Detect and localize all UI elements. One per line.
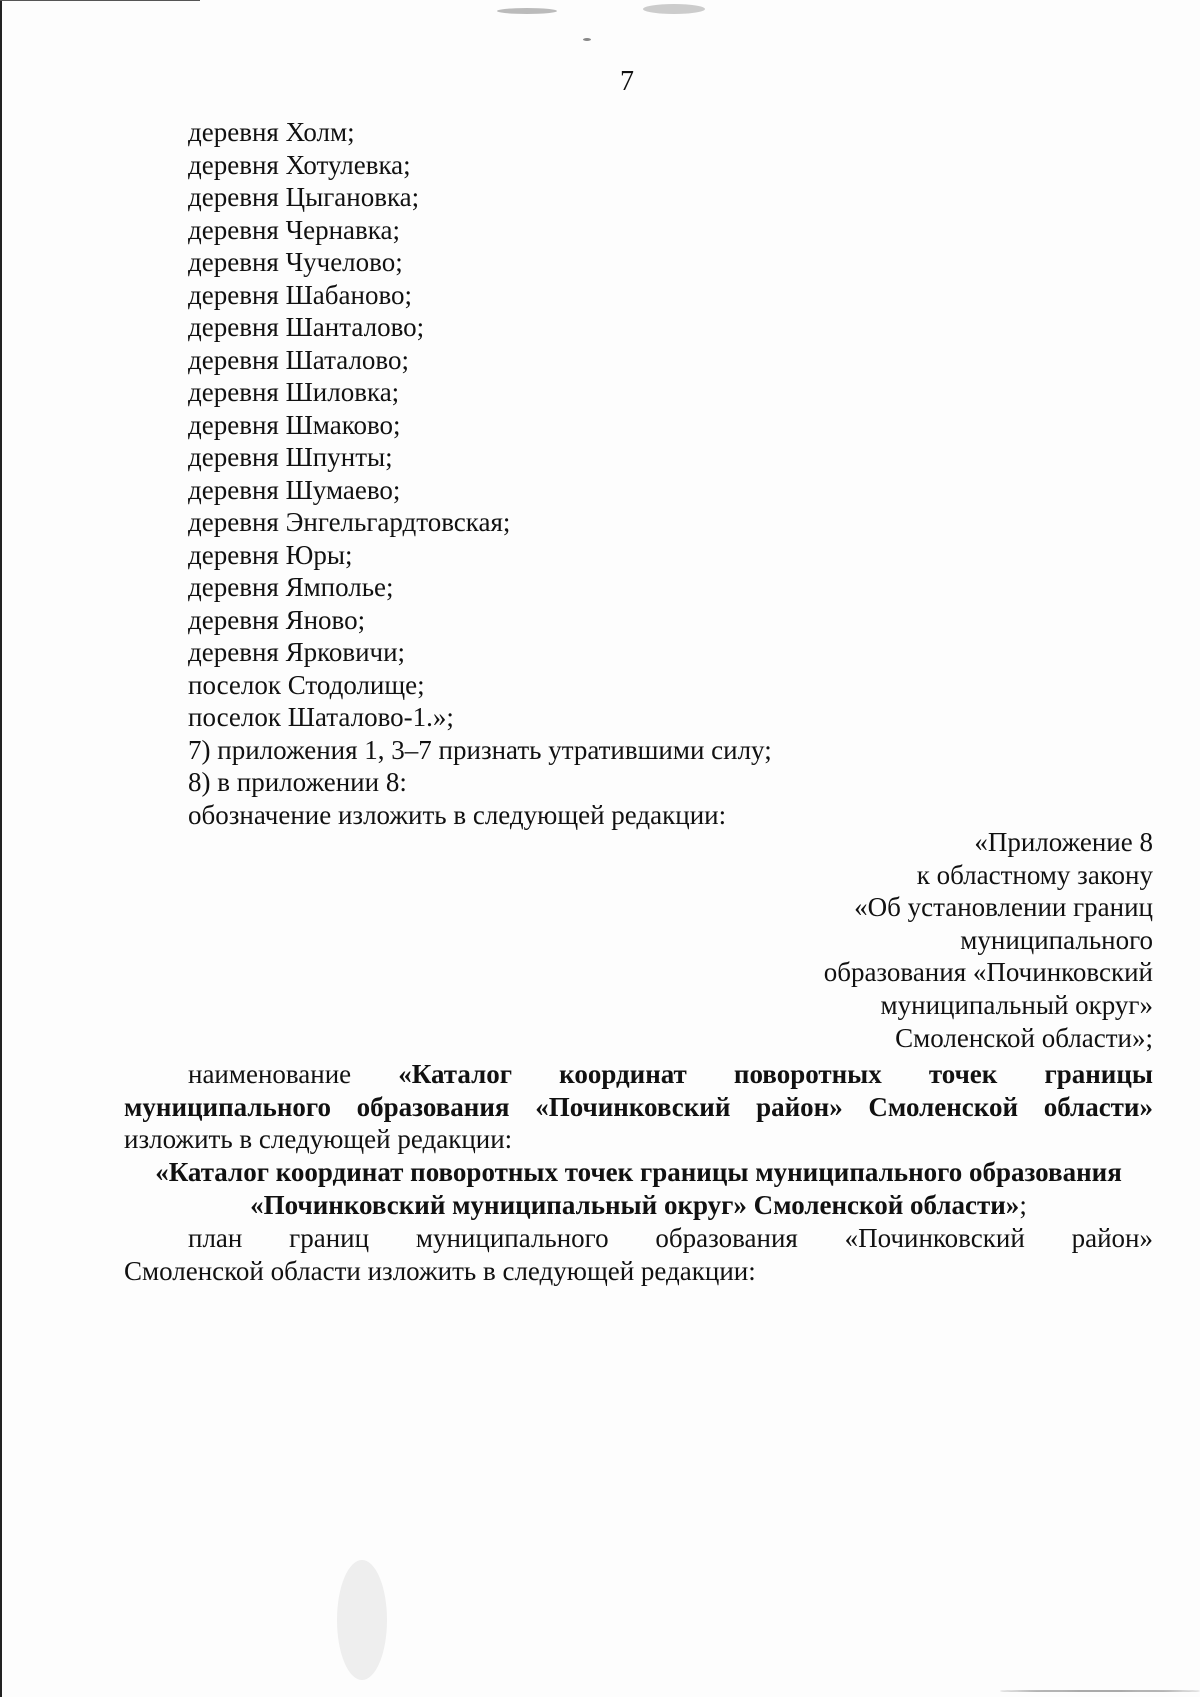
plan-word: план: [188, 1223, 243, 1253]
list-item: деревня Ярковичи;: [188, 637, 406, 667]
amendment-item: обозначение изложить в следующей редакции:: [188, 799, 727, 830]
list-item: деревня Юры;: [188, 539, 353, 570]
catalog-heading-line-1: «Каталог координат поворотных точек границы муниципального образования: [155, 1157, 1122, 1187]
scan-noise: [337, 1560, 387, 1680]
list-item: деревня Шумаево;: [188, 474, 401, 505]
scan-noise: [1000, 1690, 1200, 1692]
catalog-heading-line-2-tail: ;: [1019, 1189, 1027, 1220]
scan-noise: [643, 4, 705, 14]
naming-line-1: [124, 1058, 1153, 1091]
amendment-item: 7) приложения 1, 3–7 признать утратившими силу;: [188, 734, 772, 765]
appendix-title-line: муниципальный округ»: [880, 989, 1153, 1020]
plan-word: образования: [655, 1223, 798, 1253]
list-item: деревня Шаталово;: [188, 344, 409, 375]
appendix-title-line: муниципального: [960, 924, 1153, 955]
scan-edge-left: [0, 0, 2, 1697]
list-item: деревня Шпунты;: [188, 442, 393, 472]
settlement-list: [188, 116, 772, 831]
appendix-title-line: «Об установлении границ: [854, 892, 1153, 923]
appendix-title-block: [824, 826, 1153, 1054]
appendix-title-line: Смоленской области»;: [895, 1022, 1153, 1053]
list-item: деревня Шиловка;: [188, 377, 400, 407]
list-item: деревня Холм;: [188, 117, 355, 147]
plan-word: границ: [289, 1223, 370, 1253]
naming-word: границы: [1044, 1059, 1153, 1089]
appendix-title-line: образования «Починковский: [823, 957, 1153, 988]
naming-paragraph: [124, 1058, 1153, 1156]
list-item: деревня Цыгановка;: [188, 182, 420, 212]
amendment-item: 8) в приложении 8:: [188, 767, 407, 797]
list-item: поселок Шаталово-1.»;: [188, 702, 454, 732]
plan-line-2: Смоленской области изложить в следующей редакции:: [124, 1255, 756, 1286]
list-item: деревня Шанталово;: [188, 312, 425, 342]
naming-word: поворотных: [733, 1059, 882, 1089]
list-item: деревня Чучелово;: [188, 247, 403, 277]
list-item: деревня Чернавка;: [188, 214, 400, 245]
plan-word: муниципального: [415, 1223, 609, 1253]
naming-word: координат: [559, 1059, 687, 1089]
list-item: деревня Шмаково;: [188, 409, 401, 440]
scan-edge-top: [0, 0, 200, 1]
list-item: поселок Стодолище;: [188, 669, 425, 700]
appendix-title-line: «Приложение 8: [974, 827, 1153, 857]
appendix-title-line: к областному закону: [916, 859, 1153, 890]
scan-noise: [497, 8, 557, 14]
list-item: деревня Шабаново;: [188, 279, 413, 310]
naming-line-3: изложить в следующей редакции:: [124, 1124, 513, 1154]
plan-word: «Починковский: [844, 1223, 1025, 1253]
list-item: деревня Хотулевка;: [188, 149, 411, 180]
list-item: деревня Ямполье;: [188, 572, 394, 602]
catalog-heading: [124, 1156, 1153, 1221]
page-number: 7: [620, 66, 634, 97]
naming-line-2: муниципального образования «Починковский район» Смоленской области»: [124, 1091, 1153, 1122]
naming-word: точек: [928, 1059, 998, 1089]
list-item: деревня Энгельгардтовская;: [188, 507, 511, 537]
catalog-heading-line-2: [124, 1189, 1153, 1222]
scan-noise: [583, 38, 591, 41]
list-item: деревня Яново;: [188, 604, 366, 635]
naming-word: наименование: [188, 1059, 352, 1089]
plan-word: район»: [1071, 1223, 1153, 1253]
plan-paragraph: [124, 1222, 1153, 1287]
naming-word: «Каталог: [398, 1059, 513, 1089]
plan-line-1: [124, 1222, 1153, 1255]
catalog-heading-line-2-text: «Починковский муниципальный округ» Смоленской области»: [250, 1189, 1020, 1220]
